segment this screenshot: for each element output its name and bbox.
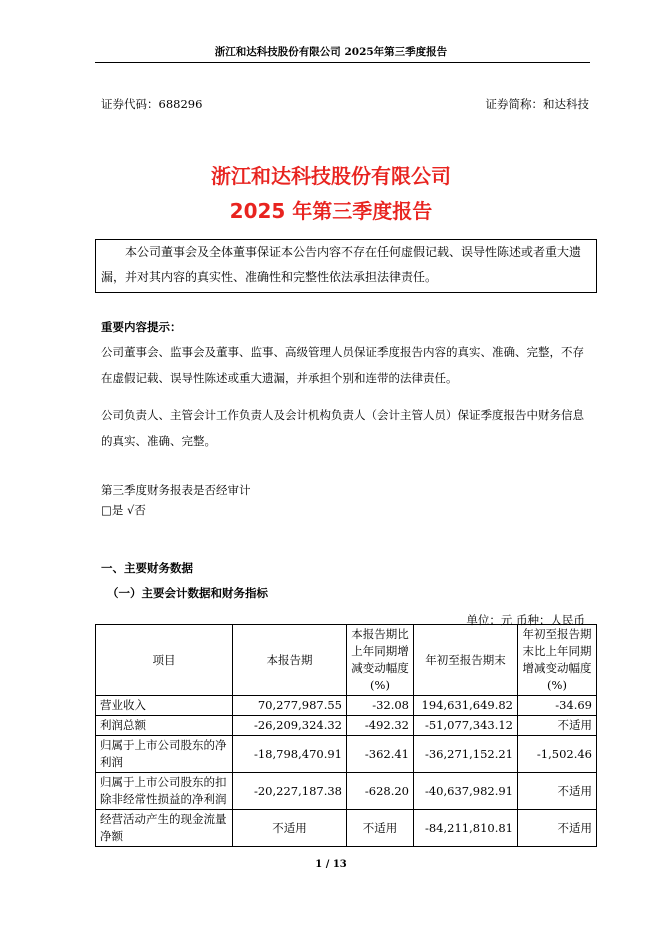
cell-value: -51,077,343.12 (414, 716, 518, 736)
header-ytd: 年初至报告期末 (414, 625, 518, 696)
cell-value: 不适用 (233, 810, 347, 847)
cell-value: -362.41 (347, 736, 414, 773)
important-para-1: 公司董事会、监事会及董事、监事、高级管理人员保证季度报告内容的真实、准确、完整，不存在虚假记载、误导性陈述或重大遗漏，并承担个别和连带的法律责任。 (101, 345, 584, 385)
row-label: 利润总额 (96, 716, 233, 736)
cell-value: -34.69 (518, 696, 597, 716)
table-row (96, 716, 597, 736)
board-notice-text: 本公司董事会及全体董事保证本公告内容不存在任何虚假记载、误导性陈述或者重大遗漏，并对其内容的真实性、准确性和完整性依法承担法律责任。 (101, 245, 582, 284)
table-row (96, 773, 597, 810)
cell-value: -36,271,152.21 (414, 736, 518, 773)
row-label: 归属于上市公司股东的净利润 (96, 736, 233, 773)
important-heading: 重要内容提示： (101, 320, 182, 334)
cell-value: -628.20 (347, 773, 414, 810)
cell-value: -18,798,470.91 (233, 736, 347, 773)
security-abbr: 证券简称：和达科技 (485, 97, 589, 111)
cell-value: 不适用 (518, 773, 597, 810)
header-current-period: 本报告期 (233, 625, 347, 696)
cell-value: -26,209,324.32 (233, 716, 347, 736)
cell-value: 不适用 (518, 810, 597, 847)
important-para-2: 公司负责人、主管会计工作负责人及会计机构负责人（会计主管人员）保证季度报告中财务信息的真实、准确、完整。 (101, 408, 584, 448)
company-title: 浙江和达科技股份有限公司 (211, 164, 451, 188)
security-code: 证券代码：688296 (101, 97, 203, 111)
table-row (96, 696, 597, 716)
audit-question: 第三季度财务报表是否经审计 (101, 483, 251, 497)
report-title: 2025 年第三季度报告 (229, 199, 433, 223)
cell-value: -32.08 (347, 696, 414, 716)
cell-value: 不适用 (347, 810, 414, 847)
table-row (96, 736, 597, 773)
row-label: 营业收入 (96, 696, 233, 716)
header-divider (95, 62, 590, 63)
row-label: 归属于上市公司股东的扣除非经常性损益的净利润 (96, 773, 233, 810)
header-ytd-change: 年初至报告期末比上年同期增减变动幅度(%) (518, 625, 597, 696)
row-label: 经营活动产生的现金流量净额 (96, 810, 233, 847)
section-heading-1: 一、主要财务数据 (101, 561, 193, 575)
header-item: 项目 (96, 625, 233, 696)
cell-value: -1,502.46 (518, 736, 597, 773)
cell-value: -84,211,810.81 (414, 810, 518, 847)
cell-value: -40,637,982.91 (414, 773, 518, 810)
header-current-change: 本报告期比上年同期增减变动幅度(%) (347, 625, 414, 696)
cell-value: -20,227,187.38 (233, 773, 347, 810)
cell-value: 不适用 (518, 716, 597, 736)
audit-answer: □是 √否 (101, 503, 146, 517)
section-heading-2: （一）主要会计数据和财务指标 (107, 586, 268, 600)
running-header: 浙江和达科技股份有限公司 2025年第三季度报告 (214, 46, 448, 58)
cell-value: 70,277,987.55 (233, 696, 347, 716)
table-row (96, 810, 597, 847)
currency-unit: 单位：元 币种：人民币 (466, 613, 585, 627)
financial-data-table (95, 624, 597, 847)
table-header-row (96, 625, 597, 696)
cell-value: 194,631,649.82 (414, 696, 518, 716)
page-number: 1 / 13 (315, 859, 347, 870)
cell-value: -492.32 (347, 716, 414, 736)
board-notice-box (95, 239, 597, 293)
